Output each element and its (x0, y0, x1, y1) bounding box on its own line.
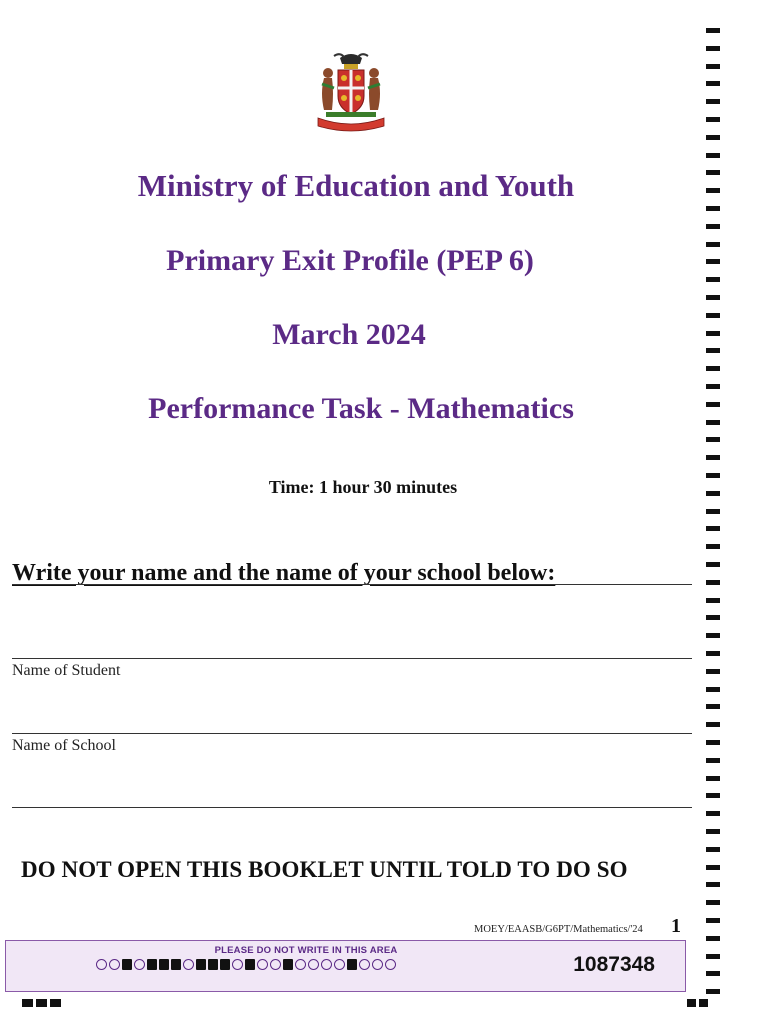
timing-mark (706, 242, 720, 247)
filled-bubble (283, 959, 293, 970)
empty-bubble (232, 959, 243, 970)
timing-mark (706, 669, 720, 674)
filled-bubble (347, 959, 357, 970)
empty-bubble (183, 959, 194, 970)
timing-mark (706, 402, 720, 407)
programme-title: Primary Exit Profile (PEP 6) (166, 244, 534, 277)
do-not-open-warning: DO NOT OPEN THIS BOOKLET UNTIL TOLD TO DO SO (21, 857, 628, 882)
timing-mark (706, 420, 720, 425)
school-name-line[interactable] (12, 733, 692, 734)
timing-mark (706, 170, 720, 175)
timing-mark (706, 847, 720, 852)
serial-number: 1087348 (573, 953, 655, 976)
timing-mark (706, 580, 720, 585)
timing-mark (706, 46, 720, 51)
timing-mark (706, 153, 720, 158)
timing-mark (706, 918, 720, 923)
timing-mark (706, 865, 720, 870)
timing-mark (706, 740, 720, 745)
timing-mark (706, 188, 720, 193)
timing-mark (706, 81, 720, 86)
timing-mark (706, 829, 720, 834)
timing-mark (22, 999, 33, 1007)
timing-mark (706, 313, 720, 318)
timing-mark (706, 615, 720, 620)
timing-mark (706, 651, 720, 656)
form-heading: Write your name and the name of your school below: (12, 560, 556, 586)
timing-mark (706, 793, 720, 798)
empty-bubble (372, 959, 383, 970)
timing-mark (699, 999, 708, 1007)
timing-mark (706, 562, 720, 567)
timing-mark (706, 971, 720, 976)
empty-bubble (270, 959, 281, 970)
empty-bubble (96, 959, 107, 970)
timing-mark (706, 117, 720, 122)
booklet-code: MOEY/EAASB/G6PT/Mathematics/'24 (474, 924, 643, 935)
empty-bubble (134, 959, 145, 970)
timing-mark (706, 384, 720, 389)
timing-mark (36, 999, 47, 1007)
empty-bubble (385, 959, 396, 970)
timing-mark (706, 722, 720, 727)
corner-marks-left (22, 999, 61, 1007)
timing-mark (706, 473, 720, 478)
filled-bubble (159, 959, 169, 970)
timing-mark (706, 687, 720, 692)
timing-mark (706, 437, 720, 442)
timing-mark (706, 366, 720, 371)
timing-mark (706, 277, 720, 282)
empty-bubble (359, 959, 370, 970)
empty-bubble (109, 959, 120, 970)
timing-mark (706, 776, 720, 781)
timing-mark (706, 989, 720, 994)
timing-mark (706, 704, 720, 709)
exam-date: March 2024 (272, 318, 426, 351)
empty-bubble (257, 959, 268, 970)
filled-bubble (171, 959, 181, 970)
timing-mark (706, 135, 720, 140)
timing-mark (706, 811, 720, 816)
timing-mark (706, 348, 720, 353)
time-allowed: Time: 1 hour 30 minutes (268, 477, 458, 497)
bubble-code-strip (96, 959, 396, 970)
student-name-line[interactable] (12, 658, 692, 659)
timing-mark (706, 526, 720, 531)
timing-mark (706, 99, 720, 104)
timing-mark (706, 295, 720, 300)
empty-bubble (308, 959, 319, 970)
divider (12, 584, 692, 585)
coat-of-arms-icon (310, 48, 392, 134)
empty-bubble (295, 959, 306, 970)
timing-mark (687, 999, 696, 1007)
student-name-label: Name of Student (12, 662, 121, 679)
filled-bubble (220, 959, 230, 970)
timing-mark (706, 331, 720, 336)
timing-mark (706, 758, 720, 763)
filled-bubble (208, 959, 218, 970)
timing-mark (706, 224, 720, 229)
do-not-write-notice: PLEASE DO NOT WRITE IN THIS AREA (214, 945, 398, 956)
filled-bubble (245, 959, 255, 970)
timing-mark (706, 64, 720, 69)
school-name-label: Name of School (12, 737, 116, 754)
timing-mark (706, 28, 720, 33)
timing-mark (706, 900, 720, 905)
timing-mark (706, 259, 720, 264)
filled-bubble (122, 959, 132, 970)
timing-mark (706, 544, 720, 549)
timing-mark (706, 936, 720, 941)
timing-mark (706, 206, 720, 211)
timing-mark (706, 598, 720, 603)
task-title: Performance Task - Mathematics (148, 392, 574, 425)
timing-marks (706, 28, 720, 1008)
ministry-title: Ministry of Education and Youth (137, 168, 575, 203)
timing-mark (706, 455, 720, 460)
timing-mark (706, 509, 720, 514)
timing-mark (706, 633, 720, 638)
timing-mark (50, 999, 61, 1007)
do-not-write-area (5, 940, 686, 992)
timing-mark (706, 882, 720, 887)
timing-mark (706, 954, 720, 959)
filled-bubble (147, 959, 157, 970)
empty-bubble (321, 959, 332, 970)
divider (12, 807, 692, 808)
empty-bubble (334, 959, 345, 970)
timing-mark (706, 491, 720, 496)
page-number: 1 (671, 915, 681, 937)
filled-bubble (196, 959, 206, 970)
corner-marks-right (687, 999, 708, 1007)
